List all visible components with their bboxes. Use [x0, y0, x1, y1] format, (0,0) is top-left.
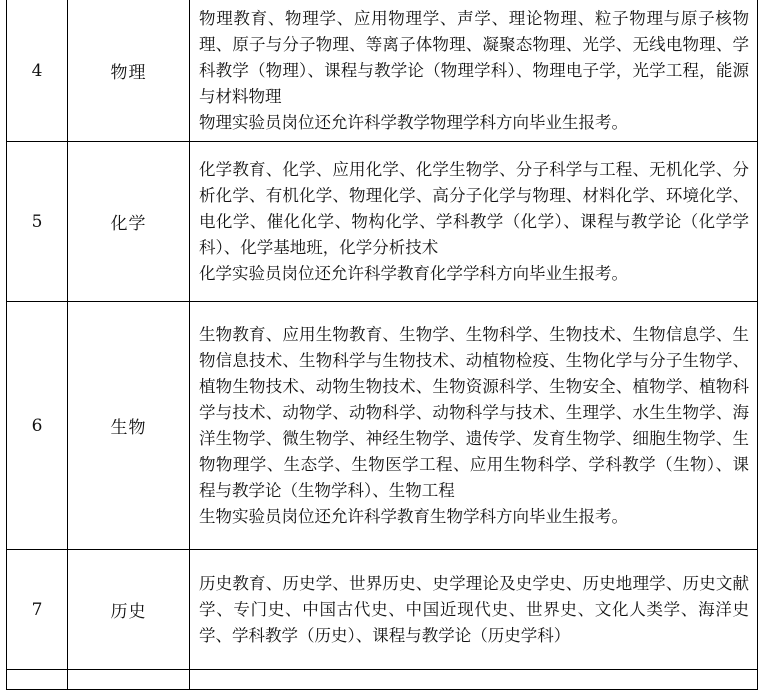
row-number: 6: [7, 302, 68, 550]
eligible-majors-cell: [190, 142, 758, 302]
subject-name: 生物: [68, 302, 190, 550]
eligible-majors: 历史教育、历史学、世界历史、史学理论及史学史、历史地理学、历史文献学、专门史、中国古代史、中国近现代史、世界史、文化人类学、海洋史学、学科教学（历史）、课程与教学论（历史学科）: [199, 573, 749, 645]
subject-name: 历史: [68, 550, 190, 670]
lab-assistant-note: 化学实验员岗位还允许科学教育化学学科方向毕业生报考。: [199, 263, 628, 283]
row-number: 4: [7, 0, 68, 142]
majors-table: [6, 0, 758, 690]
lab-assistant-note: 生物实验员岗位还允许科学教育生物学科方向毕业生报考。: [199, 506, 628, 526]
eligible-majors-cell: [190, 302, 758, 550]
eligible-majors: 化学教育、化学、应用化学、化学生物学、分子科学与工程、无机化学、分析化学、有机化学、物理化学、高分子化学与物理、材料化学、环境化学、电化学、催化化学、物构化学、学科教学（化学）、课程与教学论（化学学科）、化学基地班，化学分析技术: [199, 159, 749, 257]
table-row: [7, 670, 758, 690]
table-row: [7, 142, 758, 302]
eligible-majors-cell: [190, 0, 758, 142]
eligible-majors: 生物教育、应用生物教育、生物学、生物科学、生物技术、生物信息学、生物信息技术、生物科学与生物技术、动植物检疫、生物化学与分子生物学、植物生物技术、动物生物技术、生物资源科学、生物安全、植物学、植物科学与技术、动物学、动物科学、动物科学与技术、生理学、水生生物学、海洋生物学、微生物学、神经生物学、遗传学、发育生物学、细胞生物学、生物物理学、生态学、生物医学工程、应用生物科学、学科教学（生物）、课程与教学论（生物学科）、生物工程: [199, 324, 749, 500]
table-row: [7, 0, 758, 142]
subject-name: 化学: [68, 142, 190, 302]
table-row: [7, 302, 758, 550]
lab-assistant-note: 物理实验员岗位还允许科学教学物理学科方向毕业生报考。: [199, 112, 628, 132]
eligible-majors-cell: [190, 550, 758, 670]
eligible-majors: 物理教育、物理学、应用物理学、声学、理论物理、粒子物理与原子核物理、原子与分子物理、等离子体物理、凝聚态物理、光学、无线电物理、学科教学（物理）、课程与教学论（物理学科）、物理电子学，光学工程，能源与材料物理: [199, 8, 749, 106]
table-row: [7, 550, 758, 670]
row-number: 5: [7, 142, 68, 302]
row-number: 7: [7, 550, 68, 670]
subject-name: 物理: [68, 0, 190, 142]
